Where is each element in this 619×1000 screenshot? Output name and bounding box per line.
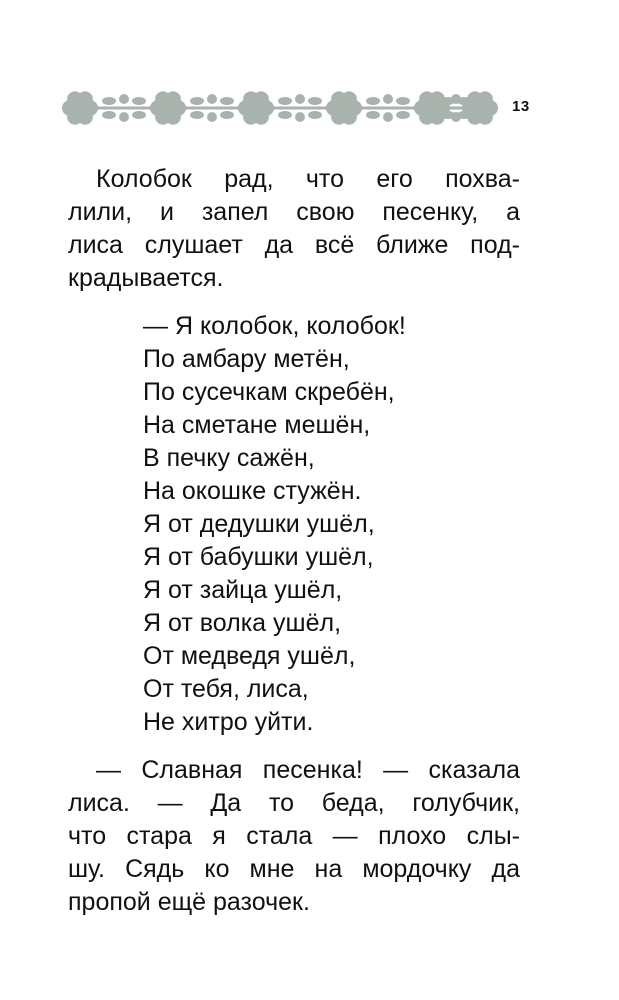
leaf-icon [366, 97, 380, 105]
poem-line: Не хитро уйти. [143, 708, 314, 736]
poem-line: Я от волка ушёл, [143, 609, 342, 637]
bud-icon [207, 112, 217, 122]
text-line: лиса. — Да то беда, голубчик, [68, 789, 520, 817]
leaf-icon [190, 97, 204, 105]
leaf-icon [220, 111, 234, 119]
leaf-icon [190, 111, 204, 119]
text-line: лили, и запел свою песенку, а [68, 198, 520, 226]
bud-icon [383, 94, 393, 104]
text-line: лиса слушает да всё ближе под- [68, 231, 520, 259]
leaf-icon [396, 111, 410, 119]
leaf-icon [457, 97, 471, 105]
poem-song [143, 310, 406, 739]
poem-line: В печку сажён, [143, 444, 315, 472]
poem-line: Я от зайца ушёл, [143, 576, 343, 604]
poem-line: От тебя, лиса, [143, 675, 309, 703]
paragraph-intro [68, 163, 520, 295]
poem-line: На сметане мешён, [143, 411, 371, 439]
flower-center-icon [473, 101, 487, 115]
flower-ornament-divider [58, 86, 502, 130]
leaf-icon [308, 111, 322, 119]
leaf-icon [457, 111, 471, 119]
poem-line: По сусечкам скребён, [143, 378, 395, 406]
bud-icon [207, 94, 217, 104]
text-line: — Славная песенка! — сказала [96, 756, 520, 784]
poem-line: Я от дедушки ушёл, [143, 510, 375, 538]
poem-line: — Я колобок, колобок! [143, 312, 406, 340]
text-line: крадывается. [68, 264, 224, 292]
paragraph-fox-reply [68, 754, 520, 919]
leaf-icon [102, 111, 116, 119]
text-line: что стара я стала — плохо слы- [68, 822, 520, 850]
poem-line: По амбару метён, [143, 345, 350, 373]
leaf-icon [366, 111, 380, 119]
text-line: пропой ещё разочек. [68, 888, 310, 916]
text-line: шу. Сядь ко мне на мордочку да [68, 855, 520, 883]
text-line: Колобок рад, что его похва- [96, 165, 520, 193]
leaf-icon [278, 97, 292, 105]
bud-icon [295, 94, 305, 104]
page-number: 13 [512, 98, 530, 115]
flower-center-icon [425, 101, 439, 115]
bud-icon [383, 112, 393, 122]
leaf-icon [396, 97, 410, 105]
leaf-icon [278, 111, 292, 119]
flower-center-icon [249, 101, 263, 115]
leaf-icon [132, 111, 146, 119]
flower-center-icon [161, 101, 175, 115]
leaf-icon [132, 97, 146, 105]
flower-center-icon [337, 101, 351, 115]
bud-icon [119, 112, 129, 122]
poem-line: На окошке стужён. [143, 477, 362, 505]
leaf-icon [220, 97, 234, 105]
leaf-icon [102, 97, 116, 105]
bud-icon [119, 94, 129, 104]
poem-line: Я от бабушки ушёл, [143, 543, 374, 571]
leaf-icon [308, 97, 322, 105]
bud-icon [295, 112, 305, 122]
flower-center-icon [73, 101, 87, 115]
poem-line: От медведя ушёл, [143, 642, 356, 670]
